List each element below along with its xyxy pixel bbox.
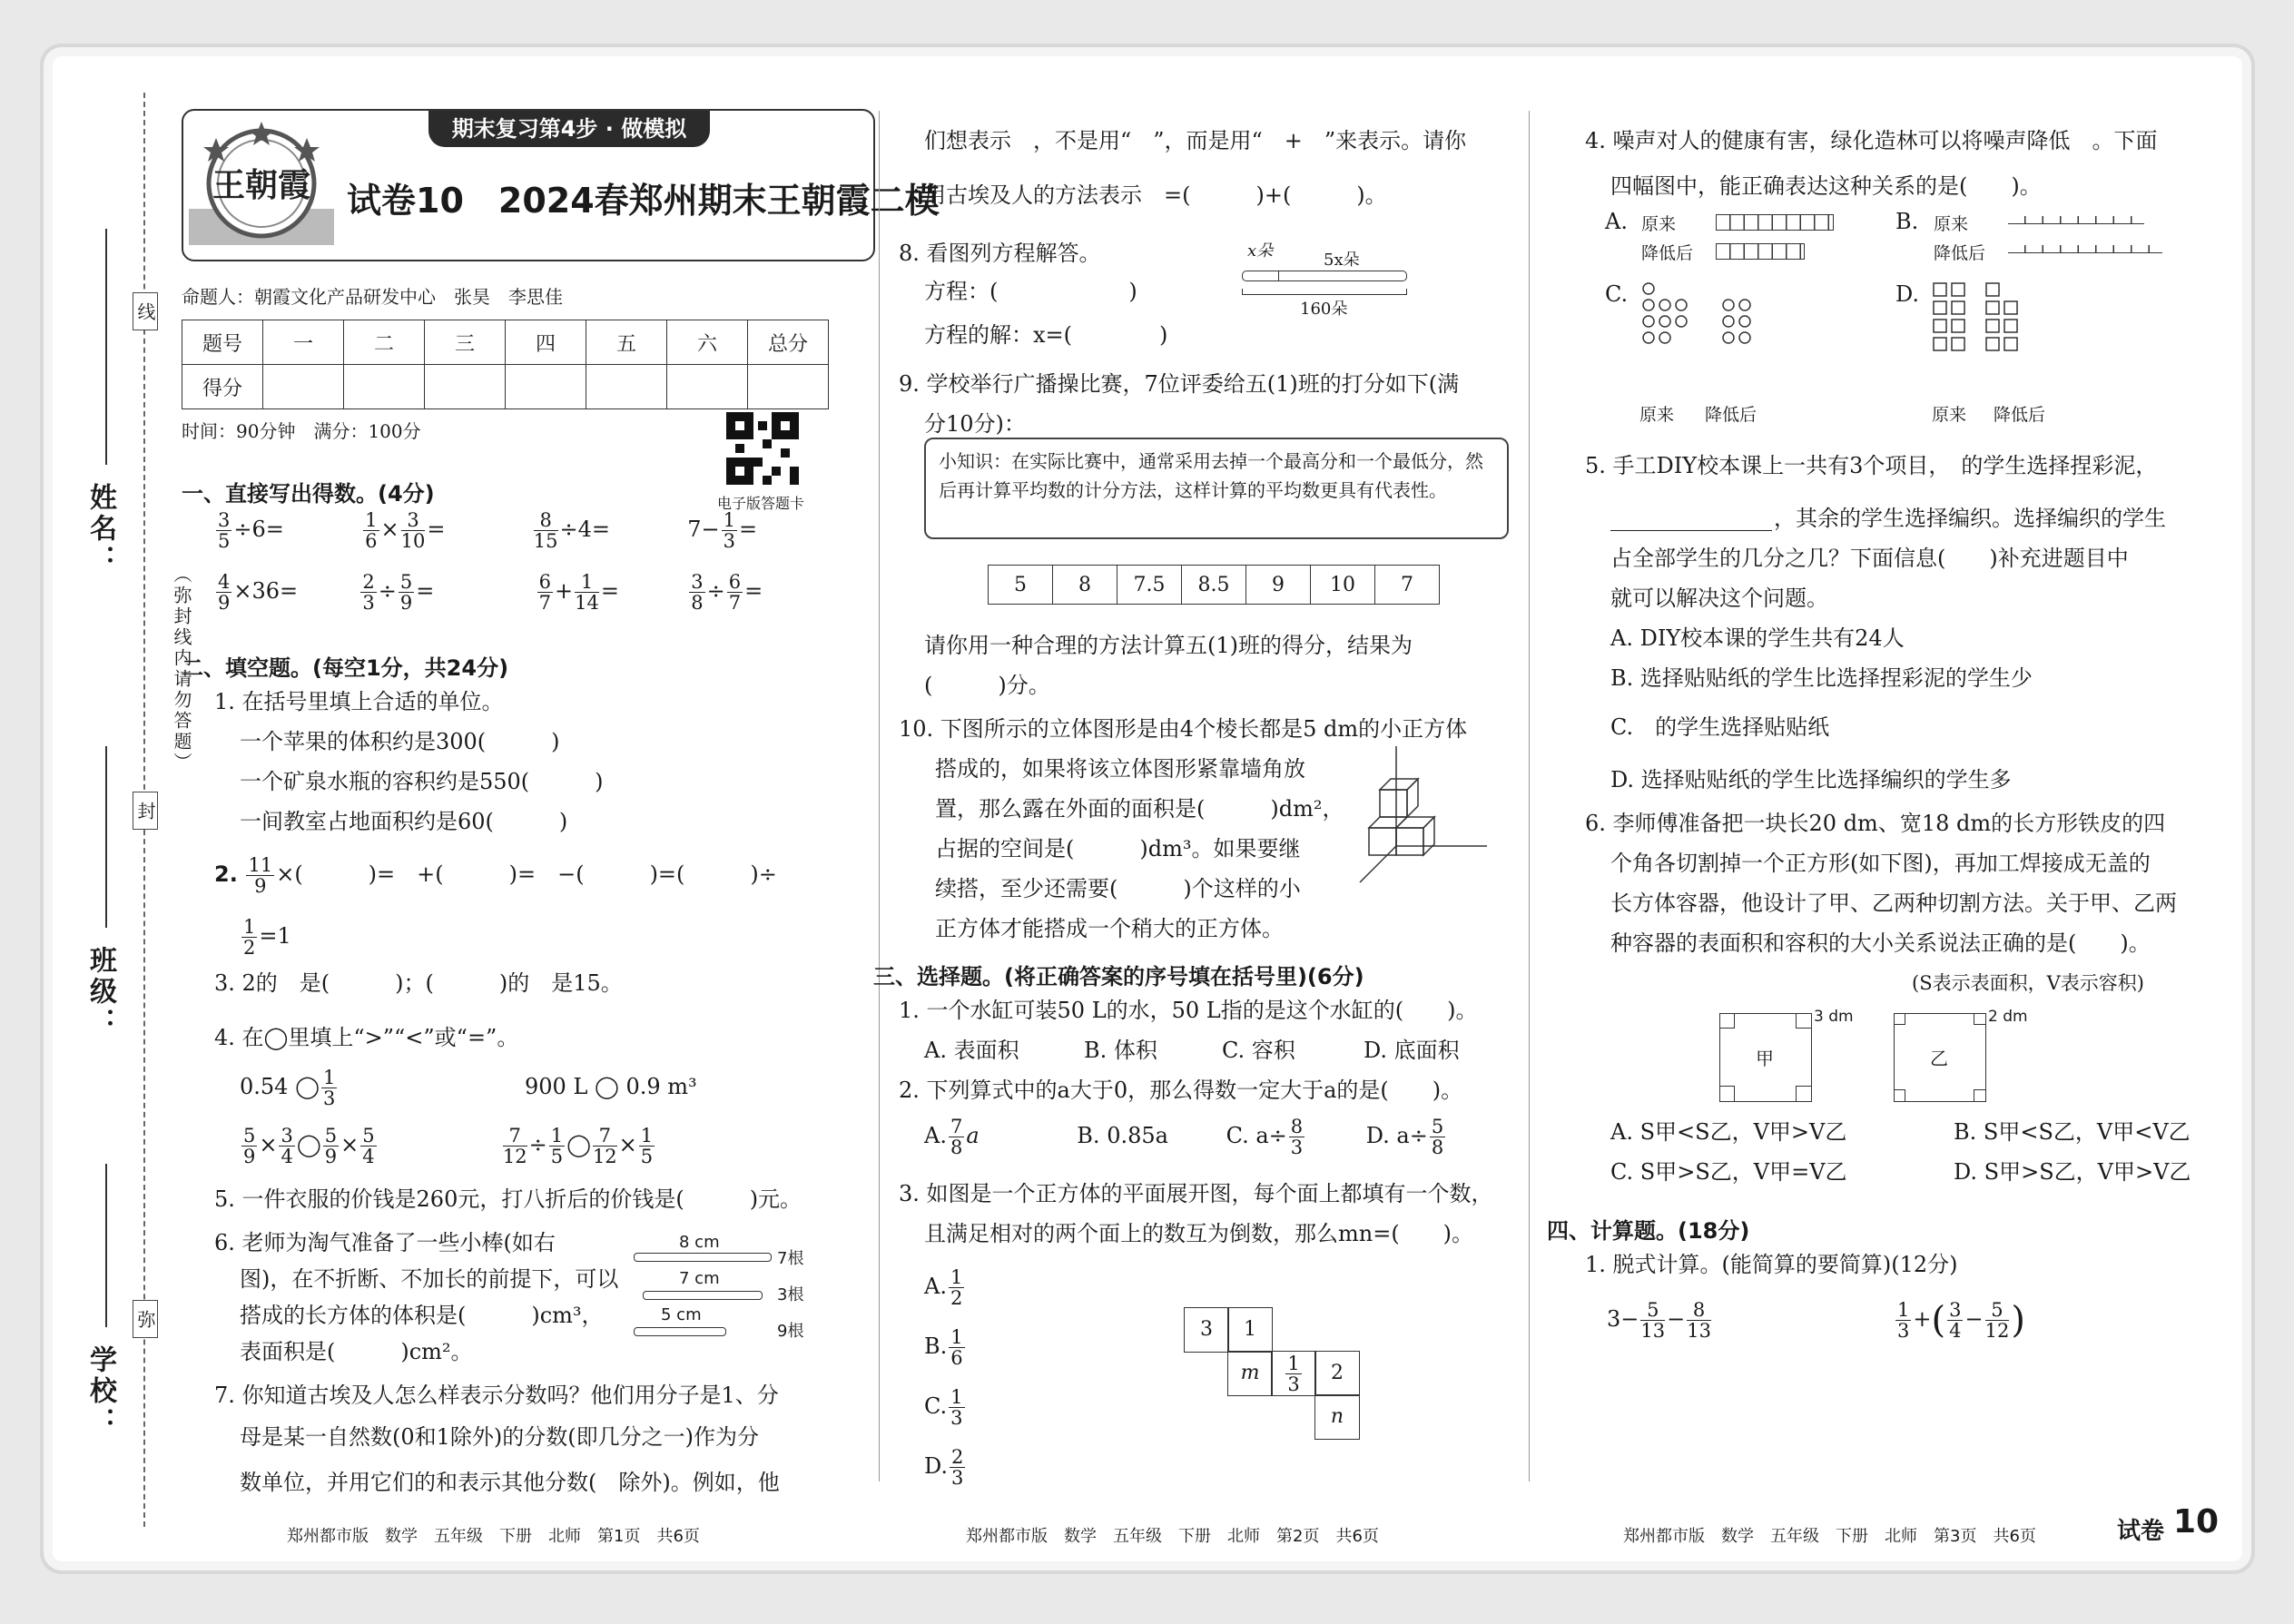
q2-9a: 9. 学校举行广播操比赛，7位评委给五(1)班的打分如下(满 (899, 371, 1460, 397)
qr-caption: 电子版答题卡 (717, 495, 805, 512)
score-header-cell: 三 (425, 320, 506, 365)
q4-1-expr-a: 3− $\frac{5}{13}$ − $\frac{8}{13}$ (1607, 1299, 1711, 1342)
score-header-cell: 五 (586, 320, 667, 365)
q3-5-opt-d: D. 选择贴贴纸的学生比选择编织的学生多 (1610, 767, 2012, 792)
q3-6a: 6. 李师傅准备把一块长20 dm、宽18 dm的长方形铁皮的四 (1585, 811, 2166, 836)
net-face-1: 1 (1227, 1307, 1273, 1353)
name-label: 姓名： (84, 483, 116, 576)
score-label-cell: 得分 (182, 365, 263, 409)
judge-score-cell: 8 (1053, 566, 1117, 605)
q3-6c: 长方体容器，他设计了甲、乙两种切割方法。关于甲、乙两 (1610, 891, 2177, 916)
judge-scores-table (988, 565, 1440, 605)
tip-text: 小知识：在实际比赛中，通常采用去掉一个最高分和一个最低分，然后再计算平均数的计分方法，这样计算的平均数更具有代表性。 (939, 450, 1483, 501)
stick-7-count: 3根 (777, 1285, 804, 1304)
seal-mark-mi: 弥 (133, 1300, 158, 1338)
judge-score-cell: 8.5 (1182, 566, 1246, 605)
score-input-cell[interactable] (667, 365, 748, 409)
q2-1: 1. 在括号里填上合适的单位。 (214, 689, 504, 714)
q2-10d: 占据的空间是( )dm³。如果要继 (935, 836, 1301, 861)
q2-8b: 方程的解：x=( ) (924, 322, 1168, 348)
calc-row-1: $\frac{3}{5}$ ÷6= $\frac{1}{6}$ × $\frac{3}{10}$ = $\frac{8}{15}$ ÷4= 7− $\frac{1}{3}$ = (218, 509, 758, 552)
q2-10f: 正方体才能搭成一个稍大的正方体。 (935, 916, 1284, 941)
q3-1-options: A. 表面积 B. 体积 C. 容积 D. 底面积 (924, 1038, 1460, 1063)
net-face-2: 2 (1314, 1351, 1360, 1396)
q3-3-opt-b: B. $\frac{1}{6}$ (924, 1326, 963, 1369)
seal-note: （弥封线内请勿答题） (171, 565, 192, 773)
q2-8a: 方程：( ) (924, 279, 1137, 304)
q2-3: 3. 2的 是( )；( )的 是15。 (214, 970, 623, 996)
q4-b-after: 降低后 (1934, 243, 1986, 263)
exam-title: 试卷10 2024春郑州期末王朝霞二模 (347, 181, 940, 221)
sticks-figure (634, 1233, 824, 1363)
q3-3-opt-d: D. $\frac{2}{3}$ (924, 1446, 964, 1489)
name-field[interactable] (105, 229, 107, 465)
column-divider-2 (1529, 111, 1530, 1481)
qr-code-icon[interactable] (726, 412, 799, 485)
q2-7d: 们想表示 ，不是用“ ”，而是用“ + ”来表示。请你 (924, 128, 1467, 153)
stick-7-label: 7 cm (679, 1269, 720, 1288)
score-header-cell: 题号 (182, 320, 263, 365)
net-face-third: $\frac{1}{3}$ (1271, 1351, 1316, 1396)
q2-7c: 数单位，并用它们的和表示其他分数( 除外)。例如，他 (240, 1470, 780, 1495)
fig-yi-label: 乙 (1930, 1048, 1948, 1069)
time-info: 时间：90分钟 满分：100分 (182, 420, 421, 442)
q2-1b: 一个矿泉水瓶的容积约是550( ) (240, 769, 604, 794)
q2-1a: 一个苹果的体积约是300( ) (240, 729, 560, 754)
stick-8-count: 7根 (777, 1249, 804, 1268)
q4-a-orig: 原来 (1641, 214, 1677, 234)
q2-1c: 一间教室占地面积约是60( ) (240, 809, 568, 834)
binding-strip (53, 56, 192, 1561)
score-input-cell[interactable] (425, 365, 506, 409)
q2-6b: 图)，在不折断、不加长的前提下，可以 (240, 1266, 619, 1292)
q3-2-options: A. $\frac{7}{8}$ a B. 0.85a C. a÷ $\frac{8}{3}$ D. a÷ $\frac{5}{8}$ (924, 1116, 1444, 1158)
q2-5: 5. 一件衣服的价钱是260元，打八折后的价钱是( )元。 (214, 1186, 802, 1212)
q2-4c: $\frac{5}{9}$ × $\frac{3}{4}$ ◯ $\frac{5}{9}$ × $\frac{5}{4}$ $\frac{7}{12}$ ÷ $\frac{1}{5}$ ◯ $\frac{7}{12}$ × $\frac{1}{5}$ (243, 1125, 654, 1167)
q3-4b: 四幅图中，能正确表达这种关系的是( )。 (1610, 173, 2042, 199)
q3-5d: 就可以解决这个问题。 (1610, 586, 1828, 611)
q2-2b: $\frac{1}{2}$ =1 (243, 916, 291, 959)
net-face-m: m (1227, 1351, 1273, 1396)
score-input-cell[interactable] (344, 365, 425, 409)
score-input-cell[interactable] (263, 365, 344, 409)
paper-tag: 试卷 (2117, 1518, 2165, 1545)
q3-3b: 且满足相对的两个面上的数互为倒数，那么mn=( )。 (924, 1221, 1474, 1246)
q3-5-blank[interactable] (1610, 530, 1772, 531)
q2-9b: 分10分)： (924, 411, 1026, 437)
banner: 期末复习第4步 · 做模拟 (428, 111, 710, 147)
q3-3a: 3. 如图是一个正方体的平面展开图，每个面上都填有一个数， (899, 1181, 1493, 1206)
tip-box (924, 438, 1509, 539)
q4-d-orig: 原来 (1932, 405, 1967, 425)
q3-2: 2. 下列算式中的a大于0，那么得数一定大于a的是( )。 (899, 1078, 1463, 1103)
q3-5-opt-a: A. DIY校本课的学生共有24人 (1610, 625, 1905, 651)
q2-6d: 表面积是( )cm²。 (240, 1339, 473, 1364)
diagram-160-label: 160朵 (1300, 300, 1348, 319)
q2-10a: 10. 下图所示的立体图形是由4个棱长都是5 dm的小正方体 (899, 716, 1468, 742)
q4-c-after: 降低后 (1705, 405, 1757, 425)
diagram-x-label: x朵 (1247, 241, 1274, 261)
net-face-3: 3 (1184, 1307, 1229, 1353)
q2-9d: ( )分。 (924, 673, 1050, 698)
q4-c-circles (1641, 281, 1768, 354)
q3-5b: ，其余的学生选择编织。选择编织的学生 (1774, 506, 2166, 531)
q3-5-opt-b: B. 选择贴贴纸的学生比选择捏彩泥的学生少 (1610, 665, 2033, 691)
q3-5c: 占全部学生的几分之几？下面信息( )补充进题目中 (1610, 546, 2129, 571)
score-input-cell[interactable] (748, 365, 829, 409)
q3-6d: 种容器的表面积和容积的大小关系说法正确的是( )。 (1610, 930, 2151, 956)
class-label: 班级： (84, 946, 116, 1038)
footer-page-1: 郑州都市版 数学 五年级 下册 北师 第1页 共6页 (287, 1527, 700, 1546)
q4-opt-b: B. (1895, 209, 1919, 234)
score-header-cell: 总分 (748, 320, 829, 365)
fig-jia-label: 甲 (1756, 1048, 1774, 1069)
q2-8: 8. 看图列方程解答。 (899, 241, 1101, 266)
q3-6-opt-a: A. S甲<S乙，V甲>V乙 (1610, 1119, 1847, 1145)
q3-6-note: (S表示表面积，V表示容积) (1912, 972, 2144, 994)
q3-4a: 4. 噪声对人的健康有害，绿化造林可以将噪声降低 。下面 (1585, 128, 2158, 153)
q2-2: 2. $\frac{11}{9}$ ×( )= +( )= −( )=( )÷ (214, 854, 777, 897)
footer-page-3: 郑州都市版 数学 五年级 下册 北师 第3页 共6页 (1623, 1527, 2036, 1546)
paper-number: 10 (2173, 1503, 2220, 1540)
score-header-cell: 六 (667, 320, 748, 365)
sec3-title: 三、选择题。(将正确答案的序号填在括号里)(6分) (873, 964, 1364, 989)
judge-score-cell: 7.5 (1117, 566, 1182, 605)
judge-score-cell: 10 (1311, 566, 1375, 605)
q3-5a: 5. 手工DIY校本课上一共有3个项目， 的学生选择捏彩泥， (1585, 453, 2158, 478)
q3-6b: 个角各切割掉一个正方形(如下图)，再加工焊接成无盖的 (1610, 851, 2151, 876)
stick-8-label: 8 cm (679, 1233, 720, 1252)
q4-c-orig: 原来 (1639, 405, 1675, 425)
q2-9c: 请你用一种合理的方法计算五(1)班的得分，结果为 (924, 633, 1413, 658)
score-input-cell[interactable] (586, 365, 667, 409)
class-field[interactable] (105, 746, 107, 928)
q2-6a: 6. 老师为淘气准备了一些小棒(如右 (214, 1230, 556, 1255)
score-header-cell: 一 (263, 320, 344, 365)
q3-6-opt-b: B. S甲<S乙，V甲<V乙 (1954, 1119, 2191, 1145)
equation-diagram (1242, 238, 1423, 338)
score-header-cell: 二 (344, 320, 425, 365)
q3-6-opt-c: C. S甲>S乙，V甲=V乙 (1610, 1159, 1847, 1185)
noise-options-figure (1605, 209, 2259, 436)
q4-opt-d: D. (1895, 281, 1920, 307)
score-table (182, 320, 829, 409)
judge-score-cell: 7 (1375, 566, 1440, 605)
column-divider-1 (879, 111, 880, 1481)
stick-5-label: 5 cm (661, 1305, 702, 1324)
net-face-n: n (1314, 1394, 1360, 1440)
q2-4: 4. 在◯里填上“>”“<”或“=”。 (214, 1025, 519, 1050)
q4-1-expr-b: $\frac{1}{3}$ +( $\frac{3}{4}$ − $\frac{5}{12}$ ) (1897, 1299, 2025, 1342)
cube-net-figure (1184, 1307, 1383, 1452)
q2-7a: 7. 你知道古埃及人怎么样表示分数吗？他们用分子是1、分 (214, 1383, 779, 1408)
calc-row-2: $\frac{4}{9}$ ×36= $\frac{2}{3}$ ÷ $\frac{5}{9}$ = $\frac{6}{7}$ + $\frac{1}{14}$ = $\frac{3}{8}$ ÷ $\frac{6}{7}$ = (218, 571, 763, 614)
score-header-cell: 四 (506, 320, 586, 365)
stick-5-count: 9根 (777, 1322, 804, 1341)
q4-d-after: 降低后 (1994, 405, 2046, 425)
sec2-title: 二、填空题。(每空1分，共24分) (182, 655, 509, 681)
school-label: 学校： (84, 1345, 116, 1438)
authors: 命题人：朝霞文化产品研发中心 张昊 李思佳 (182, 286, 563, 308)
q3-1: 1. 一个水缸可装50 L的水，50 L指的是这个水缸的( )。 (899, 998, 1478, 1023)
judge-score-cell: 5 (989, 566, 1053, 605)
q3-3-opt-c: C. $\frac{1}{3}$ (924, 1386, 963, 1429)
q3-3-opt-a: A. $\frac{1}{2}$ (924, 1266, 963, 1309)
footer-page-2: 郑州都市版 数学 五年级 下册 北师 第2页 共6页 (966, 1527, 1379, 1546)
q2-10b: 搭成的，如果将该立体图形紧靠墙角放 (935, 756, 1305, 782)
school-field[interactable] (105, 1164, 107, 1327)
q4-a-after: 降低后 (1641, 243, 1694, 263)
q4-d-squares (1932, 281, 2050, 399)
seal-mark-feng: 封 (133, 792, 158, 830)
q4-opt-c: C. (1605, 281, 1629, 307)
q2-6c: 搭成的长方体的体积是( )cm³， (240, 1303, 604, 1328)
q2-7b: 母是某一自然数(0和1除外)的分数(即几分之一)作为分 (240, 1424, 759, 1450)
sec4-title: 四、计算题。(18分) (1547, 1218, 1750, 1244)
q4-1: 1. 脱式计算。(能简算的要简算)(12分) (1585, 1252, 1958, 1277)
cube-stack-figure (1360, 746, 1487, 882)
q2-4b: 900 L ◯ 0.9 m³ (525, 1074, 697, 1099)
q4-opt-a: A. (1605, 209, 1628, 234)
q2-7e: 用古埃及人的方法表示 =( )+( )。 (924, 182, 1387, 208)
fig-yi-dim: 2 dm (1988, 1008, 2028, 1026)
q4-b-orig: 原来 (1934, 214, 1969, 234)
logo-seal-icon (189, 118, 334, 252)
q3-5-opt-c: C. 的学生选择贴贴纸 (1610, 714, 1830, 740)
judge-score-cell: 9 (1246, 566, 1311, 605)
exam-header (182, 109, 940, 261)
exam-paper (53, 56, 2242, 1561)
iron-sheet-figure (1719, 1008, 2110, 1118)
fig-jia-dim: 3 dm (1814, 1008, 1854, 1026)
q2-4a: 0.54 ◯ $\frac{1}{3}$ (240, 1067, 336, 1109)
svg-text:王朝霞: 王朝霞 (212, 166, 311, 204)
q2-10c: 置，那么露在外面的面积是( )dm²， (935, 796, 1344, 822)
q2-10e: 续搭，至少还需要( )个这样的小 (935, 876, 1301, 901)
score-input-cell[interactable] (506, 365, 586, 409)
diagram-5x-label: 5x朵 (1324, 251, 1360, 270)
sec1-title: 一、直接写出得数。(4分) (182, 481, 435, 507)
seal-mark-xian: 线 (133, 292, 158, 330)
q3-6-opt-d: D. S甲>S乙，V甲>V乙 (1954, 1159, 2191, 1185)
